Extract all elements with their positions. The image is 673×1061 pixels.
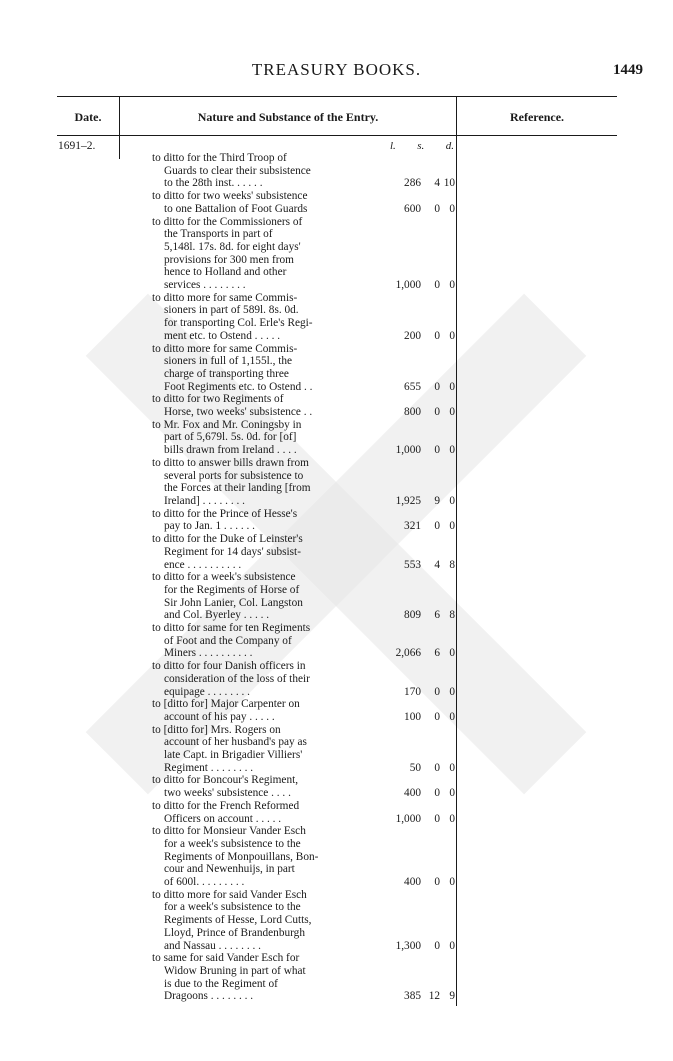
ledger-entry <box>152 508 458 533</box>
entry-line: to [ditto for] Major Carpenter on <box>152 698 300 711</box>
top-rule <box>57 96 617 97</box>
entry-text <box>152 216 367 292</box>
entry-line: to the 28th inst. . . . . . <box>164 177 263 190</box>
amount-shillings: 0 <box>434 329 440 342</box>
entry-amount <box>367 698 458 723</box>
entry-text <box>152 952 367 1003</box>
amount-pence: 0 <box>449 710 455 723</box>
entry-line: to ditto for the Commissioners of <box>152 215 303 228</box>
amount-pence: 0 <box>449 406 455 419</box>
entry-line: to ditto for two Regiments of <box>152 393 284 406</box>
entry-line: sioners in full of 1,155l., the <box>164 355 293 368</box>
amount-pence: 0 <box>449 494 455 507</box>
ledger-entry <box>152 800 458 825</box>
entry-line: equipage . . . . . . . . <box>164 685 250 698</box>
amount-pounds: 170 <box>404 685 421 698</box>
entry-line: to ditto for same for ten Regiments <box>152 622 311 635</box>
amount-pence: 0 <box>449 647 455 660</box>
entry-amount <box>367 419 458 457</box>
entry-line: charge of transporting three <box>164 367 289 380</box>
ledger-entry <box>152 457 458 508</box>
ledger-entry <box>152 825 458 889</box>
unit-pence: d. <box>445 140 454 152</box>
ledger-entry <box>152 533 458 571</box>
amount-shillings: 6 <box>434 647 440 660</box>
entry-line: to Mr. Fox and Mr. Coningsby in <box>152 418 302 431</box>
amount-pence: 0 <box>449 380 455 393</box>
entry-line: and Col. Byerley . . . . . <box>164 609 270 622</box>
entry-line: account of her husband's pay as <box>164 736 307 749</box>
entry-amount <box>367 292 458 343</box>
entry-line: to ditto for Boncour's Regiment, <box>152 774 299 787</box>
entry-amount <box>367 889 458 953</box>
ledger-entry <box>152 419 458 457</box>
entry-line: to ditto for the Third Troop of <box>152 152 287 164</box>
amount-pounds: 400 <box>404 787 421 800</box>
entry-amount <box>367 508 458 533</box>
entry-text <box>152 800 367 825</box>
amount-pence: 9 <box>449 990 455 1003</box>
entry-amount <box>367 724 458 775</box>
entry-line: the Transports in part of <box>164 228 273 241</box>
entry-line: to ditto more for same Commis- <box>152 342 298 355</box>
amount-pounds: 809 <box>404 609 421 622</box>
entry-text <box>152 660 367 698</box>
entry-line: Lloyd, Prince of Brandenburgh <box>164 926 305 939</box>
entry-line: bills drawn from Ireland . . . . <box>164 444 297 457</box>
amount-pounds: 600 <box>404 202 421 215</box>
entry-text <box>152 724 367 775</box>
entry-text <box>152 393 367 418</box>
amount-shillings: 0 <box>434 202 440 215</box>
amount-pounds: 553 <box>404 558 421 571</box>
amount-pounds: 385 <box>404 990 421 1003</box>
entry-line: Guards to clear their subsistence <box>164 164 311 177</box>
amount-pounds: 286 <box>404 177 421 190</box>
amount-shillings: 12 <box>428 990 440 1003</box>
amount-shillings: 9 <box>434 494 440 507</box>
entry-line: of Foot and the Company of <box>164 634 292 647</box>
entry-line: for a week's subsistence to the <box>164 901 301 914</box>
entry-amount <box>367 622 458 660</box>
amount-pounds: 400 <box>404 876 421 889</box>
entry-line: to one Battalion of Foot Guards <box>164 202 308 215</box>
entry-line: several ports for subsistence to <box>164 469 304 482</box>
entry-line: late Capt. in Brigadier Villiers' <box>164 749 303 762</box>
amount-pounds: 200 <box>404 329 421 342</box>
amount-shillings: 0 <box>434 939 440 952</box>
column-header-nature: Nature and Substance of the Entry. <box>197 110 379 124</box>
entry-line: and Nassau . . . . . . . . <box>164 939 261 952</box>
entry-line: Officers on account . . . . . <box>164 812 282 825</box>
entry-line: Regiments of Hesse, Lord Cutts, <box>164 914 312 927</box>
entry-year: 1691–2. <box>58 140 96 152</box>
entry-amount <box>367 825 458 889</box>
amount-shillings: 0 <box>434 685 440 698</box>
entry-line: Regiment . . . . . . . . <box>164 761 254 774</box>
entry-line: to [ditto for] Mrs. Rogers on <box>152 723 281 736</box>
amount-pounds: 321 <box>404 520 421 533</box>
amount-pounds: 1,925 <box>395 494 421 507</box>
entry-text <box>152 190 367 215</box>
amount-pounds: 2,066 <box>395 647 421 660</box>
entry-line: is due to the Regiment of <box>164 977 278 990</box>
amount-pence: 0 <box>449 939 455 952</box>
amount-pounds: 1,000 <box>395 812 421 825</box>
amount-pence: 0 <box>449 876 455 889</box>
entry-text <box>152 774 367 799</box>
entry-text <box>152 571 367 622</box>
amount-pence: 8 <box>449 558 455 571</box>
entry-line: part of 5,679l. 5s. 0d. for [of] <box>164 431 297 444</box>
amount-pounds: 1,300 <box>395 939 421 952</box>
ledger-entry <box>152 393 458 418</box>
ledger-entry <box>152 292 458 343</box>
entry-text <box>152 457 367 508</box>
entry-line: to ditto to answer bills drawn from <box>152 456 309 469</box>
entry-amount <box>367 660 458 698</box>
entry-line: consideration of the loss of their <box>164 672 310 685</box>
entry-line: Sir John Lanier, Col. Langston <box>164 596 303 609</box>
ledger-entry <box>152 698 458 723</box>
amount-pence: 0 <box>449 520 455 533</box>
amount-shillings: 4 <box>434 558 440 571</box>
ledger-entry <box>152 660 458 698</box>
ledger-entry <box>152 622 458 660</box>
entry-line: services . . . . . . . . <box>164 279 246 292</box>
amount-shillings: 0 <box>434 876 440 889</box>
column-header-reference: Reference. <box>509 110 565 124</box>
entry-line: Miners . . . . . . . . . . <box>164 647 253 660</box>
ledger-entry <box>152 343 458 394</box>
unit-shillings: s. <box>417 140 425 152</box>
ledger-entry <box>152 952 458 1003</box>
entry-line: 5,148l. 17s. 8d. for eight days' <box>164 240 301 253</box>
amount-pence: 0 <box>449 202 455 215</box>
amount-shillings: 0 <box>434 406 440 419</box>
entry-text <box>152 152 367 190</box>
entry-amount <box>367 393 458 418</box>
entry-line: Foot Regiments etc. to Ostend . . <box>164 380 313 393</box>
entry-text <box>152 698 367 723</box>
currency-units <box>390 140 454 152</box>
entry-line: to ditto more for said Vander Esch <box>152 888 307 901</box>
entry-line: Widow Bruning in part of what <box>164 965 306 977</box>
entry-amount <box>367 457 458 508</box>
amount-shillings: 0 <box>434 279 440 292</box>
amount-pence: 0 <box>449 787 455 800</box>
entries-list <box>152 152 458 1003</box>
amount-shillings: 0 <box>434 710 440 723</box>
running-title: TREASURY BOOKS. <box>251 60 422 79</box>
amount-pounds: 800 <box>404 406 421 419</box>
amount-pence: 0 <box>449 329 455 342</box>
entry-amount <box>367 152 458 190</box>
entry-amount <box>367 571 458 622</box>
amount-pence: 0 <box>449 279 455 292</box>
amount-shillings: 0 <box>434 520 440 533</box>
entry-line: hence to Holland and other <box>164 266 287 279</box>
entry-line: pay to Jan. 1 . . . . . . <box>164 520 255 533</box>
amount-shillings: 0 <box>434 761 440 774</box>
amount-pounds: 100 <box>404 710 421 723</box>
entry-text <box>152 343 367 394</box>
amount-shillings: 0 <box>434 444 440 457</box>
amount-pence: 8 <box>449 609 455 622</box>
entry-line: for a week's subsistence to the <box>164 837 301 850</box>
entry-line: to ditto for a week's subsistence <box>152 571 296 584</box>
entry-line: Regiments of Monpouillans, Bon- <box>164 850 319 863</box>
entry-text <box>152 825 367 889</box>
entry-line: of 600l. . . . . . . . . <box>164 876 245 889</box>
amount-pence: 0 <box>449 812 455 825</box>
entry-amount <box>367 533 458 571</box>
ledger-entry <box>152 216 458 292</box>
entry-text <box>152 889 367 953</box>
entry-amount <box>367 774 458 799</box>
amount-pence: 0 <box>449 444 455 457</box>
entry-line: Horse, two weeks' subsistence . . <box>164 406 313 419</box>
entry-line: ence . . . . . . . . . . <box>164 558 242 571</box>
unit-pounds: l. <box>390 140 396 152</box>
ledger-entry <box>152 889 458 953</box>
entry-text <box>152 292 367 343</box>
amount-pounds: 1,000 <box>395 444 421 457</box>
amount-pounds: 1,000 <box>395 279 421 292</box>
amount-shillings: 0 <box>434 380 440 393</box>
amount-pence: 0 <box>449 685 455 698</box>
entry-line: to ditto for two weeks' subsistence <box>152 190 308 203</box>
entry-amount <box>367 952 458 1003</box>
amount-shillings: 0 <box>434 812 440 825</box>
amount-pounds: 50 <box>409 761 421 774</box>
entry-line: sioners in part of 589l. 8s. 0d. <box>164 304 299 317</box>
entry-line: the Forces at their landing [from <box>164 482 311 495</box>
entry-line: to ditto for the French Reformed <box>152 799 300 812</box>
entry-line: account of his pay . . . . . <box>164 710 275 723</box>
entry-amount <box>367 800 458 825</box>
amount-pounds: 655 <box>404 380 421 393</box>
ledger-entry <box>152 152 458 190</box>
column-header-date: Date. <box>74 110 102 124</box>
amount-pence: 10 <box>443 177 455 190</box>
amount-shillings: 0 <box>434 787 440 800</box>
entry-line: to ditto for four Danish officers in <box>152 660 306 673</box>
header-rule <box>57 135 617 136</box>
entry-line: to same for said Vander Esch for <box>152 952 300 965</box>
entry-line: two weeks' subsistence . . . . <box>164 787 291 800</box>
amount-shillings: 6 <box>434 609 440 622</box>
entry-amount <box>367 190 458 215</box>
column-divider <box>119 96 120 159</box>
page-number: 1449 <box>613 62 643 78</box>
entry-line: for transporting Col. Erle's Regi- <box>164 317 313 330</box>
ledger-entry <box>152 571 458 622</box>
entry-amount <box>367 343 458 394</box>
entry-line: Ireland] . . . . . . . . <box>164 494 245 507</box>
entry-line: to ditto for Monsieur Vander Esch <box>152 825 306 838</box>
entry-line: Dragoons . . . . . . . . <box>164 990 254 1003</box>
entry-line: to ditto for the Prince of Hesse's <box>152 507 298 520</box>
entry-line: to ditto for the Duke of Leinster's <box>152 533 303 546</box>
entry-line: provisions for 300 men from <box>164 253 294 266</box>
entry-text <box>152 419 367 457</box>
entry-line: for the Regiments of Horse of <box>164 583 300 596</box>
entry-text <box>152 508 367 533</box>
entry-line: to ditto more for same Commis- <box>152 291 298 304</box>
entry-text <box>152 622 367 660</box>
amount-pence: 0 <box>449 761 455 774</box>
entry-line: ment etc. to Ostend . . . . . <box>164 329 281 342</box>
ledger-entry <box>152 724 458 775</box>
ledger-entry <box>152 774 458 799</box>
entry-text <box>152 533 367 571</box>
entry-amount <box>367 216 458 292</box>
entry-line: Regiment for 14 days' subsist- <box>164 545 301 558</box>
entry-line: cour and Newenhuijs, in part <box>164 863 295 876</box>
amount-shillings: 4 <box>434 177 440 190</box>
ledger-entry <box>152 190 458 215</box>
